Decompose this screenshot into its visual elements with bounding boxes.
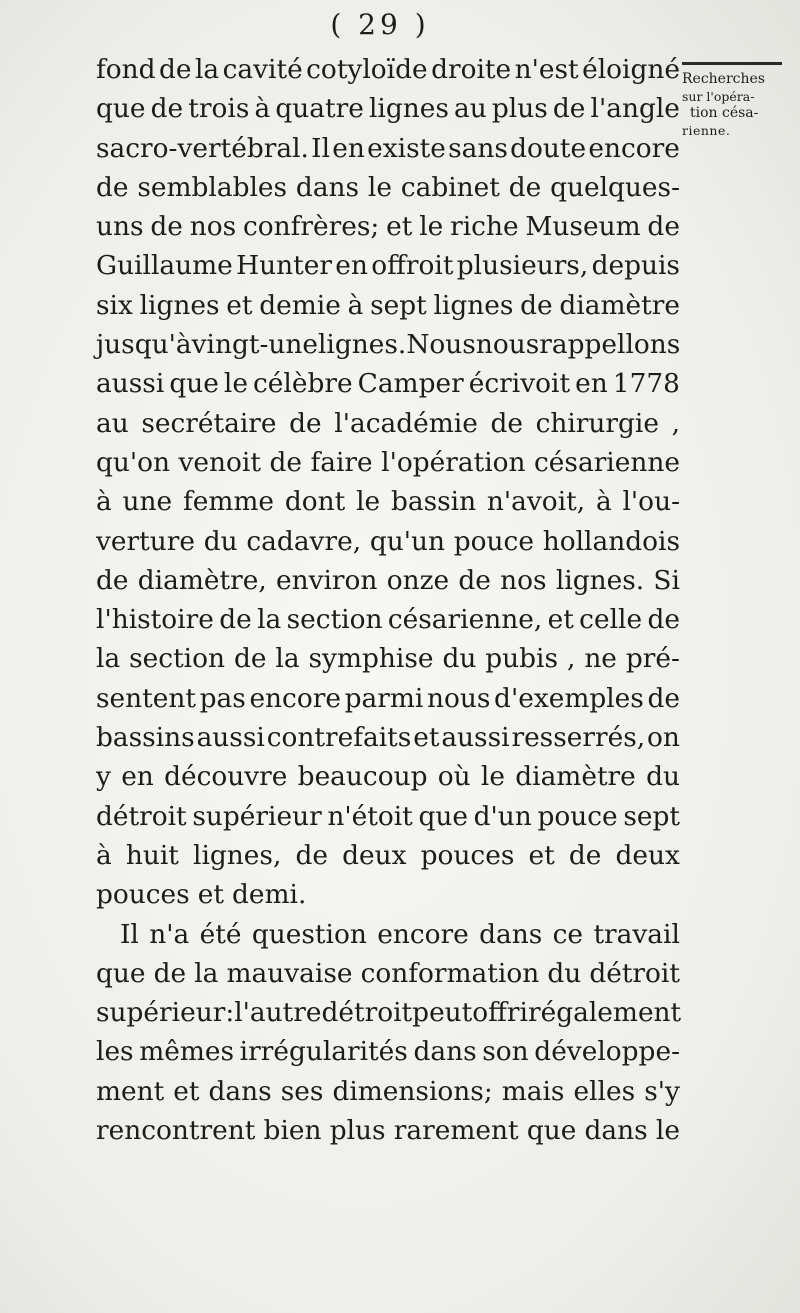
text-line: ment et dans ses dimensions; mais elles s'y: [96, 1075, 680, 1107]
text-line: de diamètre, environ onze de nos lignes. Si: [96, 564, 680, 596]
text-line: de semblables dans le cabinet de quelques-: [96, 171, 680, 203]
margin-rule: [682, 62, 782, 65]
text-line: verture du cadavre, qu'un pouce hollandois: [96, 525, 680, 557]
text-line: uns de nos confrères; et le riche Museum de: [96, 211, 680, 243]
text-line: à huit lignes, de deux pouces et de deux: [96, 839, 680, 871]
text-line: y en découvre beaucoup où le diamètre du: [96, 761, 680, 793]
text-line: jusqu'à vingt-une lignes. Nous nous rappellons: [96, 329, 681, 361]
margin-note: [682, 62, 794, 139]
margin-note-line: sur l'opéra-: [682, 89, 755, 104]
text-line: rencontrent bien plus rarement que dans le: [96, 1115, 680, 1147]
text-line: six lignes et demie à sept lignes de diamètre: [96, 289, 680, 321]
text-line: que de la mauvaise conformation du détroit: [96, 957, 680, 989]
text-line: Guillaume Hunter en offroit plusieurs, depuis: [96, 250, 680, 282]
margin-note-line: tion césa-: [690, 105, 759, 121]
page-number: ( 29 ): [330, 8, 430, 41]
text-line: aussi que le célèbre Camper écrivoit en 1778: [96, 368, 680, 400]
text-line: sentent pas encore parmi nous d'exemples de: [96, 682, 680, 714]
text-line: les mêmes irrégularités dans son développe-: [96, 1036, 680, 1068]
text-line: fond de la cavité cotyloïde droite n'est éloigné: [96, 54, 680, 85]
margin-note-line: rienne.: [682, 123, 731, 138]
text-line: sacro-vertébral. Il en existe sans doute encore: [96, 132, 680, 164]
text-line: au secrétaire de l'académie de chirurgie ,: [96, 407, 680, 439]
text-line: l'histoire de la section césarienne, et celle de: [96, 604, 680, 636]
text-line: détroit supérieur n'étoit que d'un pouce sept: [96, 800, 680, 832]
margin-note-line: Recherches: [682, 71, 765, 87]
text-line: à une femme dont le bassin n'avoit, à l'ou-: [96, 486, 680, 518]
text-line: bassins aussi contrefaits et aussi resserrés, on: [96, 722, 680, 754]
text-line: que de trois à quatre lignes au plus de l'angle: [96, 93, 680, 125]
text-line: supérieur: l'autre détroit peut offrir également: [96, 997, 682, 1029]
text-line: Il n'a été question encore dans ce travail: [120, 918, 680, 950]
text-line: qu'on venoit de faire l'opération césarienne: [96, 446, 680, 478]
text-line: pouces et demi.: [96, 879, 307, 911]
body-text: [96, 50, 680, 1150]
text-line: la section de la symphise du pubis , ne pré-: [96, 643, 680, 675]
